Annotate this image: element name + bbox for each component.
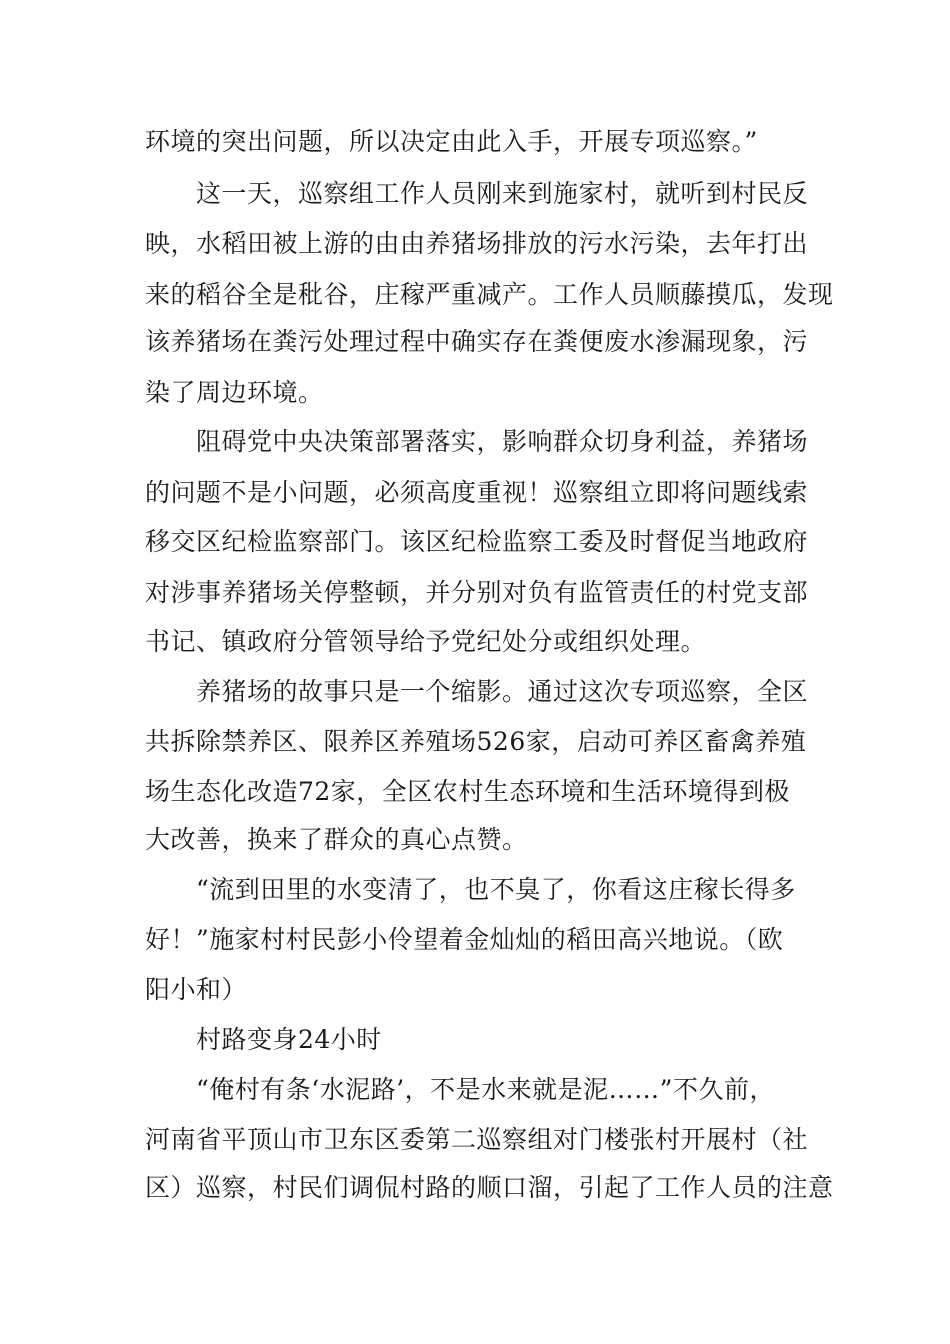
paragraph-start-line: 养猪场的故事只是一个缩影。通过这次专项巡察，全区 xyxy=(196,677,809,706)
text-line: 好！”施家村村民彭小伶望着金灿灿的稻田高兴地说。（欧 xyxy=(145,925,784,954)
text-line: 场生态化改造72家，全区农村生态环境和生活环境得到极 xyxy=(145,777,790,806)
text-line: 环境的突出问题，所以决定由此入手，开展专项巡察。” xyxy=(145,127,758,156)
paragraph-start-line: 这一天，巡察组工作人员刚来到施家村，就听到村民反 xyxy=(196,179,809,208)
text-line: 映，水稻田被上游的由由养猪场排放的污水污染，去年打出 xyxy=(145,229,809,258)
text-line: 区）巡察，村民们调侃村路的顺口溜，引起了工作人员的注意 xyxy=(145,1173,834,1202)
text-line: 河南省平顶山市卫东区委第二巡察组对门楼张村开展村（社 xyxy=(145,1125,809,1154)
text-line: 共拆除禁养区、限养区养殖场526家，启动可养区畜禽养殖 xyxy=(145,727,807,756)
paragraph-start-line: “流到田里的水变清了，也不臭了，你看这庄稼长得多 xyxy=(196,875,796,904)
text-line: 阳小和） xyxy=(145,975,248,1004)
text-line: 大改善，换来了群众的真心点赞。 xyxy=(145,825,528,854)
text-line: 染了周边环境。 xyxy=(145,378,324,407)
text-line: 来的稻谷全是秕谷，庄稼严重减产。工作人员顺藤摸瓜，发现 xyxy=(145,280,834,309)
text-line: 书记、镇政府分管领导给予党纪处分或组织处理。 xyxy=(145,627,707,656)
paragraph-start-line: “俺村有条‘水泥路’，不是水来就是泥……”不久前， xyxy=(196,1075,775,1104)
text-line: 该养猪场在粪污处理过程中确实存在粪便废水渗漏现象，污 xyxy=(145,327,809,356)
paragraph-start-line: 阻碍党中央决策部署落实，影响群众切身利益，养猪场 xyxy=(196,427,809,456)
text-line: 的问题不是小问题，必须高度重视！巡察组立即将问题线索 xyxy=(145,478,809,507)
text-line: 移交区纪检监察部门。该区纪检监察工委及时督促当地政府 xyxy=(145,527,809,556)
text-line: 对涉事养猪场关停整顿，并分别对负有监管责任的村党支部 xyxy=(145,578,809,607)
section-heading: 村路变身24小时 xyxy=(196,1025,382,1054)
